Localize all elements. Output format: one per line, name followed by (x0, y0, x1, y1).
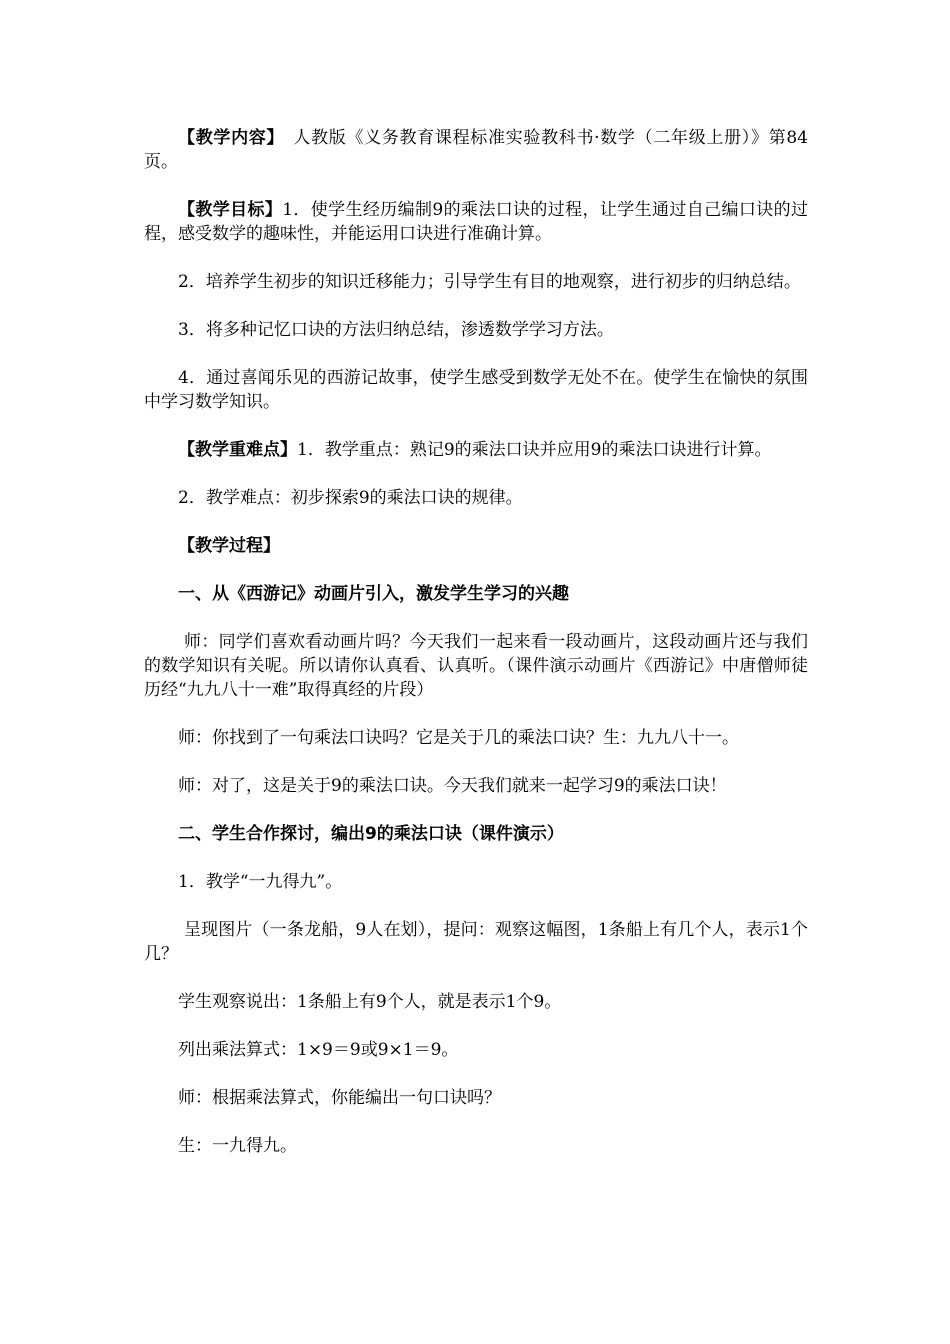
objective-2: 2．培养学生初步的知识迁移能力；引导学生有目的地观察，进行初步的归纳总结。 (178, 272, 801, 292)
key-points (144, 438, 808, 462)
section-1-para-1: 师：同学们喜欢看动画片吗？今天我们一起来看一段动画片，这段动画片还与我们的数学知识有关呢。所以请你认真看、认真听。（课件演示动画片《西游记》中唐僧师徒历经“九九八十一难”取得真经的片段） (144, 632, 808, 700)
objective-1: 1．使学生经历编制9的乘法口诀的过程，让学生通过自己编口诀的过程，感受数学的趣味性，并能运用口诀进行准确计算。 (144, 200, 808, 244)
section-2-para-2: 呈现图片（一条龙船，9人在划），提问：观察这幅图，1条船上有几个人，表示1个几？ (144, 920, 808, 964)
key-point-1: 1．教学重点：熟记9的乘法口诀并应用9的乘法口诀进行计算。 (297, 440, 772, 460)
objective-3: 3．将多种记忆口诀的方法归纳总结，渗透数学学习方法。 (178, 320, 614, 340)
teaching-content-text: 人教版《义务教育课程标准实验教科书·数学（二年级上册）》第84页。 (144, 128, 809, 172)
teaching-content-label: 【教学内容】 (178, 128, 276, 148)
teaching-content (144, 126, 808, 174)
teaching-process-label: 【教学过程】 (178, 536, 280, 556)
key-point-2: 2．教学难点：初步探索9的乘法口诀的规律。 (178, 488, 523, 508)
section-2-para-4: 列出乘法算式：1×9＝9或9×1＝9。 (178, 1040, 459, 1060)
section-2-heading: 二、学生合作探讨，编出9的乘法口诀（课件演示） (178, 824, 564, 844)
section-1-para-2: 师：你找到了一句乘法口诀吗？它是关于几的乘法口诀？生：九九八十一。 (178, 728, 739, 748)
section-2-para-6: 生：一九得九。 (178, 1136, 297, 1156)
section-2-para-1: 1．教学“一九得九”。 (178, 872, 343, 892)
section-2-para-5: 师：根据乘法算式，你能编出一句口诀吗？ (178, 1088, 501, 1108)
section-1-heading: 一、从《西游记》动画片引入，激发学生学习的兴趣 (178, 584, 569, 604)
teaching-objectives (144, 198, 808, 246)
key-points-label: 【教学重难点】 (178, 440, 297, 460)
section-2-para-3: 学生观察说出：1条船上有9个人，就是表示1个9。 (178, 992, 562, 1012)
section-1-para-3: 师：对了，这是关于9的乘法口诀。今天我们就来一起学习9的乘法口诀！ (178, 776, 727, 796)
teaching-objectives-label: 【教学目标】 (178, 200, 283, 220)
objective-4: 4．通过喜闻乐见的西游记故事，使学生感受到数学无处不在。使学生在愉快的氛围中学习数学知识。 (144, 368, 808, 412)
document-page (144, 126, 808, 1182)
